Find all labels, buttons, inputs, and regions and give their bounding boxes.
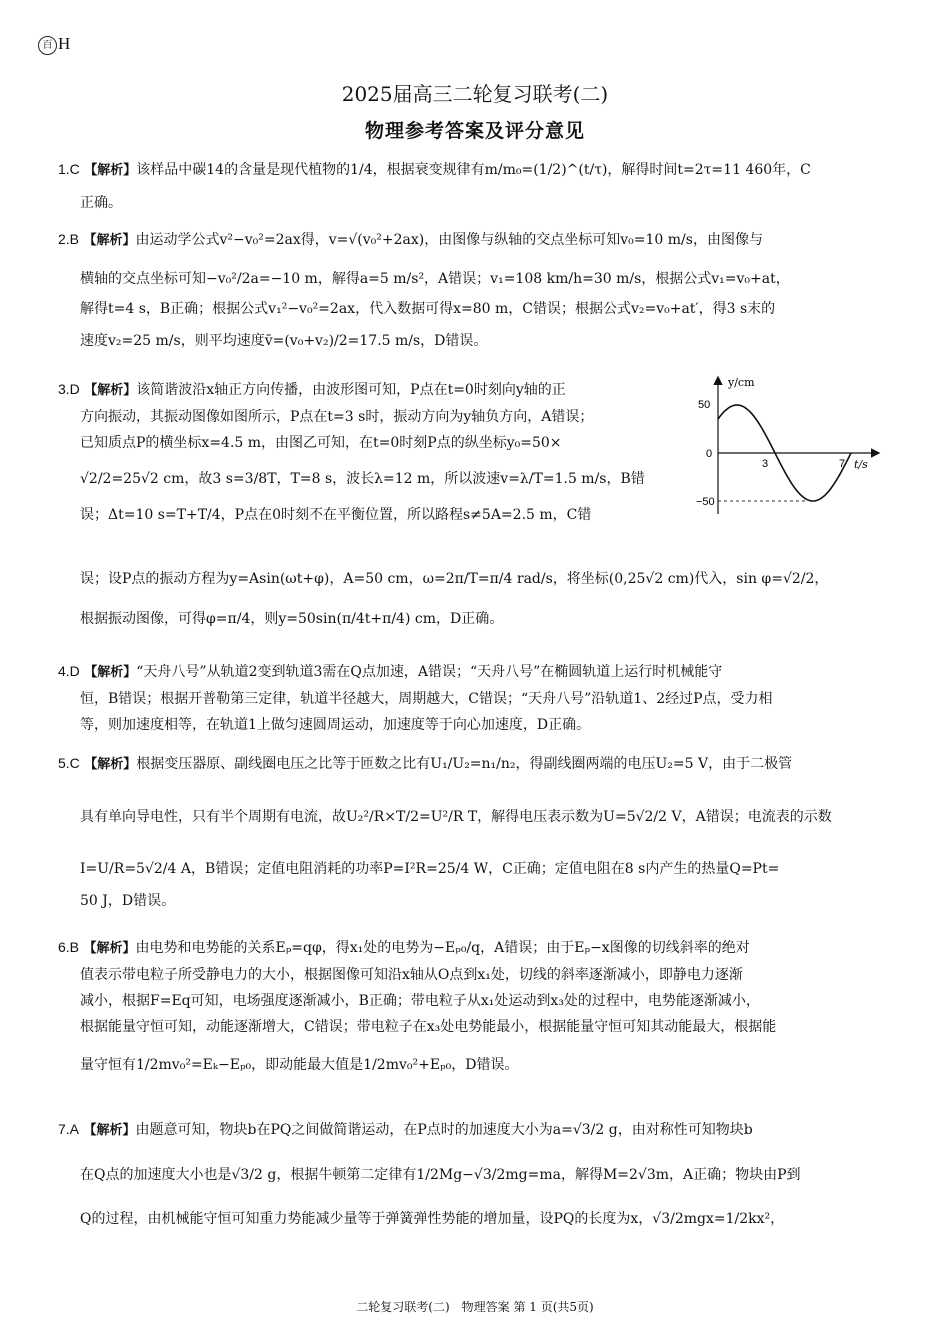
- question-6-line-3: 减小，根据F=Eq可知，电场强度逐渐减小，B正确；带电粒子从x₁处运动到x₃处的过程中，电势能逐渐减小，: [80, 993, 760, 1009]
- question-5-tag: 【解析】: [84, 757, 137, 772]
- question-6-line-5: 量守恒有1/2mv₀²=Eₖ−Eₚ₀，即动能最大值是1/2mv₀²+Eₚ₀，D错误。: [80, 1057, 519, 1073]
- question-6-line-2: 值表示带电粒子所受静电力的大小，根据图像可知沿x轴从O点到x₁处，切线的斜率逐渐减小，即静电力逐渐: [80, 967, 743, 983]
- question-3-tag: 【解析】: [84, 383, 137, 398]
- question-2-line-4: 速度v₂=25 m/s，则平均速度v̄=(v₀+v₂)/2=17.5 m/s，D错误。: [80, 333, 488, 349]
- question-3-text-1: 该简谐波沿x轴正方向传播，由波形图可知，P点在t=0时刻向y轴的正: [136, 382, 566, 398]
- x-axis-label: t/s: [854, 458, 868, 471]
- y-axis-label: y/cm: [728, 376, 755, 389]
- question-4-text-1: “天舟八号”从轨道2变到轨道3需在Q点加速，A错误；“天舟八号”在椭圆轨道上运行时机械能守: [136, 664, 723, 680]
- x-tick-3: 3: [762, 458, 769, 470]
- question-7: [58, 1116, 872, 1232]
- question-6-number: 6.B: [58, 939, 80, 955]
- question-3: [58, 376, 690, 528]
- page-footer: 二轮复习联考(二) 物理答案 第 1 页(共5页): [356, 1300, 594, 1314]
- question-6-text-1: 由电势和电势能的关系Eₚ=qφ，得x₁处的电势为−Eₚ₀/q，A错误；由于Eₚ−x图像的切线斜率的绝对: [135, 940, 750, 956]
- question-4-number: 4.D: [58, 663, 80, 679]
- origin-label: 0: [706, 448, 713, 460]
- question-3-line-5: 误；Δt=10 s=T+T/4，P点在0时刻不在平衡位置，所以路程s≠5A=2.5 m，C错: [80, 507, 592, 523]
- question-3-line-1: [58, 376, 690, 404]
- question-5-number: 5.C: [58, 755, 80, 771]
- question-7-line-1: [58, 1116, 872, 1144]
- question-6-line-4: 根据能量守恒可知，动能逐渐增大，C错误；带电粒子在x₃处电势能最小，根据能量守恒可知其动能最大，根据能: [80, 1019, 777, 1035]
- question-5-text-1: 根据变压器原、副线圈电压之比等于匝数之比有U₁/U₂=n₁/n₂，得副线圈两端的电压U₂=5 V，由于二极管: [136, 756, 793, 772]
- question-3-line-6: 误；设P点的振动方程为y=Asin(ωt+φ)，A=50 cm，ω=2π/T=π/4 rad/s，将坐标(0,25√2 cm)代入，sin φ=√2/2，: [80, 571, 829, 587]
- page-subtitle: 物理参考答案及评分意见: [364, 120, 585, 142]
- question-3-line-3: 已知质点P的横坐标x=4.5 m，由图乙可知，在t=0时刻P点的纵坐标y₀=50×: [80, 435, 562, 451]
- question-5-line-2: 具有单向导电性，只有半个周期有电流，故U₂²/R×T/2=U²/R T，解得电压表示数为U=5√2/2 V，A错误；电流表的示数: [80, 809, 832, 825]
- question-1-line-1: [58, 156, 872, 184]
- question-2-line-2: 横轴的交点坐标可知−v₀²/2a=−10 m，解得a=5 m/s²，A错误；v₁=108 km/h=30 m/s，根据公式v₁=v₀+at，: [80, 271, 790, 287]
- question-2: [58, 226, 872, 354]
- y-tick-neg50: −50: [696, 496, 715, 508]
- question-1: [58, 156, 872, 216]
- question-2-number: 2.B: [58, 231, 80, 247]
- question-4: [58, 658, 872, 738]
- question-3-number: 3.D: [58, 381, 80, 397]
- page-title: 2025届高三二轮复习联考(二): [341, 82, 609, 106]
- question-3-continued: [80, 566, 872, 632]
- question-6-line-1: [58, 934, 872, 962]
- question-5-line-3: I=U/R=5√2/4 A，B错误；定值电阻消耗的功率P=I²R=25/4 W，C正确；定值电阻在8 s内产生的热量Q=Pt=: [80, 861, 780, 877]
- question-3-line-7: 根据振动图像，可得φ=π/4，则y=50sin(π/4t+π/4) cm，D正确。: [80, 611, 504, 627]
- question-5: [58, 750, 872, 914]
- question-1-tag: 【解析】: [84, 163, 137, 178]
- question-5-line-1: [58, 750, 872, 778]
- question-7-text-1: 由题意可知，物块b在PQ之间做简谐运动，在P点时的加速度大小为a=√3/2 g，由对称性可知物块b: [135, 1122, 753, 1138]
- question-4-tag: 【解析】: [84, 665, 137, 680]
- question-7-line-2: 在Q点的加速度大小也是√3/2 g，根据牛顿第二定律有1/2Mg−√3/2mg=ma，解得M=2√3m，A正确；物块由P到: [80, 1167, 801, 1183]
- question-7-number: 7.A: [58, 1121, 80, 1137]
- question-3-line-2: 方向振动，其振动图像如图所示，P点在t=3 s时，振动方向为y轴负方向，A错误；: [80, 409, 594, 425]
- logo-circle-char: 百: [38, 36, 57, 55]
- vibration-graph: [696, 372, 886, 522]
- question-2-tag: 【解析】: [83, 233, 136, 248]
- question-2-line-3: 解得t=4 s，B正确；根据公式v₁²−v₀²=2ax，代入数据可得x=80 m，C错误；根据公式v₂=v₀+at′，得3 s末的: [80, 301, 776, 317]
- question-2-text-1: 由运动学公式v²−v₀²=2ax得，v=√(v₀²+2ax)，由图像与纵轴的交点坐标可知v₀=10 m/s，由图像与: [135, 232, 763, 248]
- question-7-line-3: Q的过程，由机械能守恒可知重力势能减少量等于弹簧弹性势能的增加量，设PQ的长度为x，√3/2mgx=1/2kx²，: [80, 1211, 785, 1227]
- question-1-number: 1.C: [58, 161, 80, 177]
- question-6-tag: 【解析】: [83, 941, 136, 956]
- question-5-line-4: 50 J，D错误。: [80, 893, 176, 909]
- question-6: [58, 934, 872, 1078]
- question-4-line-2: 恒，B错误；根据开普勒第三定律，轨道半径越大，周期越大，C错误；“天舟八号”沿轨道1、2经过P点，受力相: [80, 691, 773, 707]
- x-tick-7: 7: [839, 458, 846, 470]
- question-7-tag: 【解析】: [83, 1123, 136, 1138]
- logo-letter: H: [58, 34, 71, 53]
- question-2-line-1: [58, 226, 872, 254]
- question-3-line-4: √2/2=25√2 cm，故3 s=3/8T，T=8 s，波长λ=12 m，所以波速v=λ/T=1.5 m/s，B错: [80, 471, 645, 487]
- question-1-line-2: 正确。: [80, 195, 122, 211]
- question-1-text-1: 该样品中碳14的含量是现代植物的1/4，根据衰变规律有m/m₀=(1/2)^(t/τ)，解得时间t=2τ=11 460年，C: [136, 162, 811, 178]
- logo: [38, 34, 86, 56]
- y-tick-50: 50: [698, 399, 711, 411]
- question-4-line-3: 等，则加速度相等，在轨道1上做匀速圆周运动，加速度等于向心加速度，D正确。: [80, 717, 591, 733]
- question-4-line-1: [58, 658, 872, 686]
